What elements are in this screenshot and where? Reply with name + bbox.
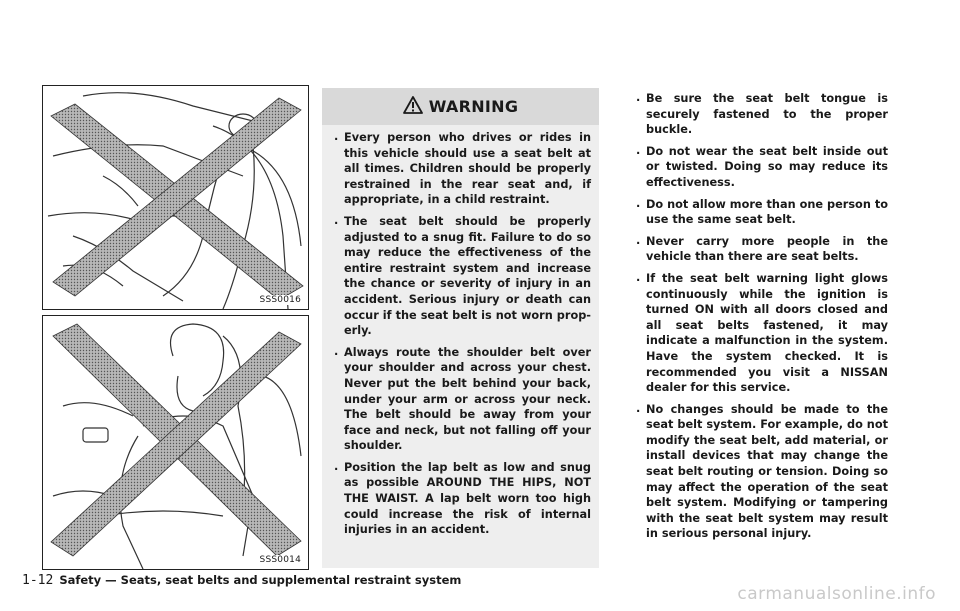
- figure-illustration-1: [43, 86, 308, 309]
- list-item: . Always route the shoulder belt over your shoulder and across your chest. Never put the belt behind your back, under your arm or across your neck. The belt should be away from your face and neck, but not falling off your shoulder.: [322, 345, 591, 454]
- warning-title: WARNING: [428, 97, 519, 116]
- list-item: . Do not wear the seat belt inside out or twisted. Doing so may reduce its effectiveness.: [624, 144, 888, 191]
- warning-header: [322, 88, 599, 125]
- warning-list-column-1: [322, 130, 591, 544]
- list-item: . Be sure the seat belt tongue is securely fastened to the proper buckle.: [624, 91, 888, 138]
- page-footer: [22, 573, 461, 588]
- section-title: Safety — Seats, seat belts and supplemental restraint system: [59, 573, 462, 587]
- page-number: 1-12: [22, 573, 54, 588]
- list-item: . Position the lap belt as low and snug as possible AROUND THE HIPS, NOT THE WAIST. A lap belt worn too high could increase the risk of internal injuries in an accident.: [322, 460, 591, 538]
- warning-triangle-icon: [403, 96, 423, 118]
- list-item: . Never carry more people in the vehicle than there are seat belts.: [624, 234, 888, 265]
- list-item: . If the seat belt warning light glows continuously while the ignition is turned ON with all doors closed and all seat belts fastened, it may indicate a malfunction in the system. Have the system checked. It is recommended you visit a NISSAN dealer for this service.: [624, 271, 888, 396]
- figure-incorrect-belt-2: [42, 315, 309, 570]
- figure-code: SSS0016: [259, 295, 301, 305]
- figure-code: SSS0014: [259, 555, 301, 565]
- watermark: carmanualsonline.info: [737, 584, 936, 604]
- figure-illustration-2: [43, 316, 308, 569]
- warning-list-column-2: [624, 91, 888, 548]
- list-item: . No changes should be made to the seat belt system. For example, do not modify the seat belt, add material, or install devices that may change the seat belt routing or tension. Doing so may affect the operation of the seat belt system. Modifying or tampering with the seat belt system may result in serious personal injury.: [624, 402, 888, 542]
- list-item: . Do not allow more than one person to use the same seat belt.: [624, 197, 888, 228]
- list-item: . The seat belt should be properly adjusted to a snug fit. Failure to do so may reduce the effectiveness of the entire restraint system and increase the chance or severity of injury in an accident. Serious injury or death can occur if the seat belt is not worn properly.: [322, 214, 591, 339]
- figure-incorrect-belt-1: [42, 85, 309, 310]
- list-item: . Every person who drives or rides in this vehicle should use a seat belt at all times. Children should be properly restrained in the rear seat and, if appropriate, in a child restraint.: [322, 130, 591, 208]
